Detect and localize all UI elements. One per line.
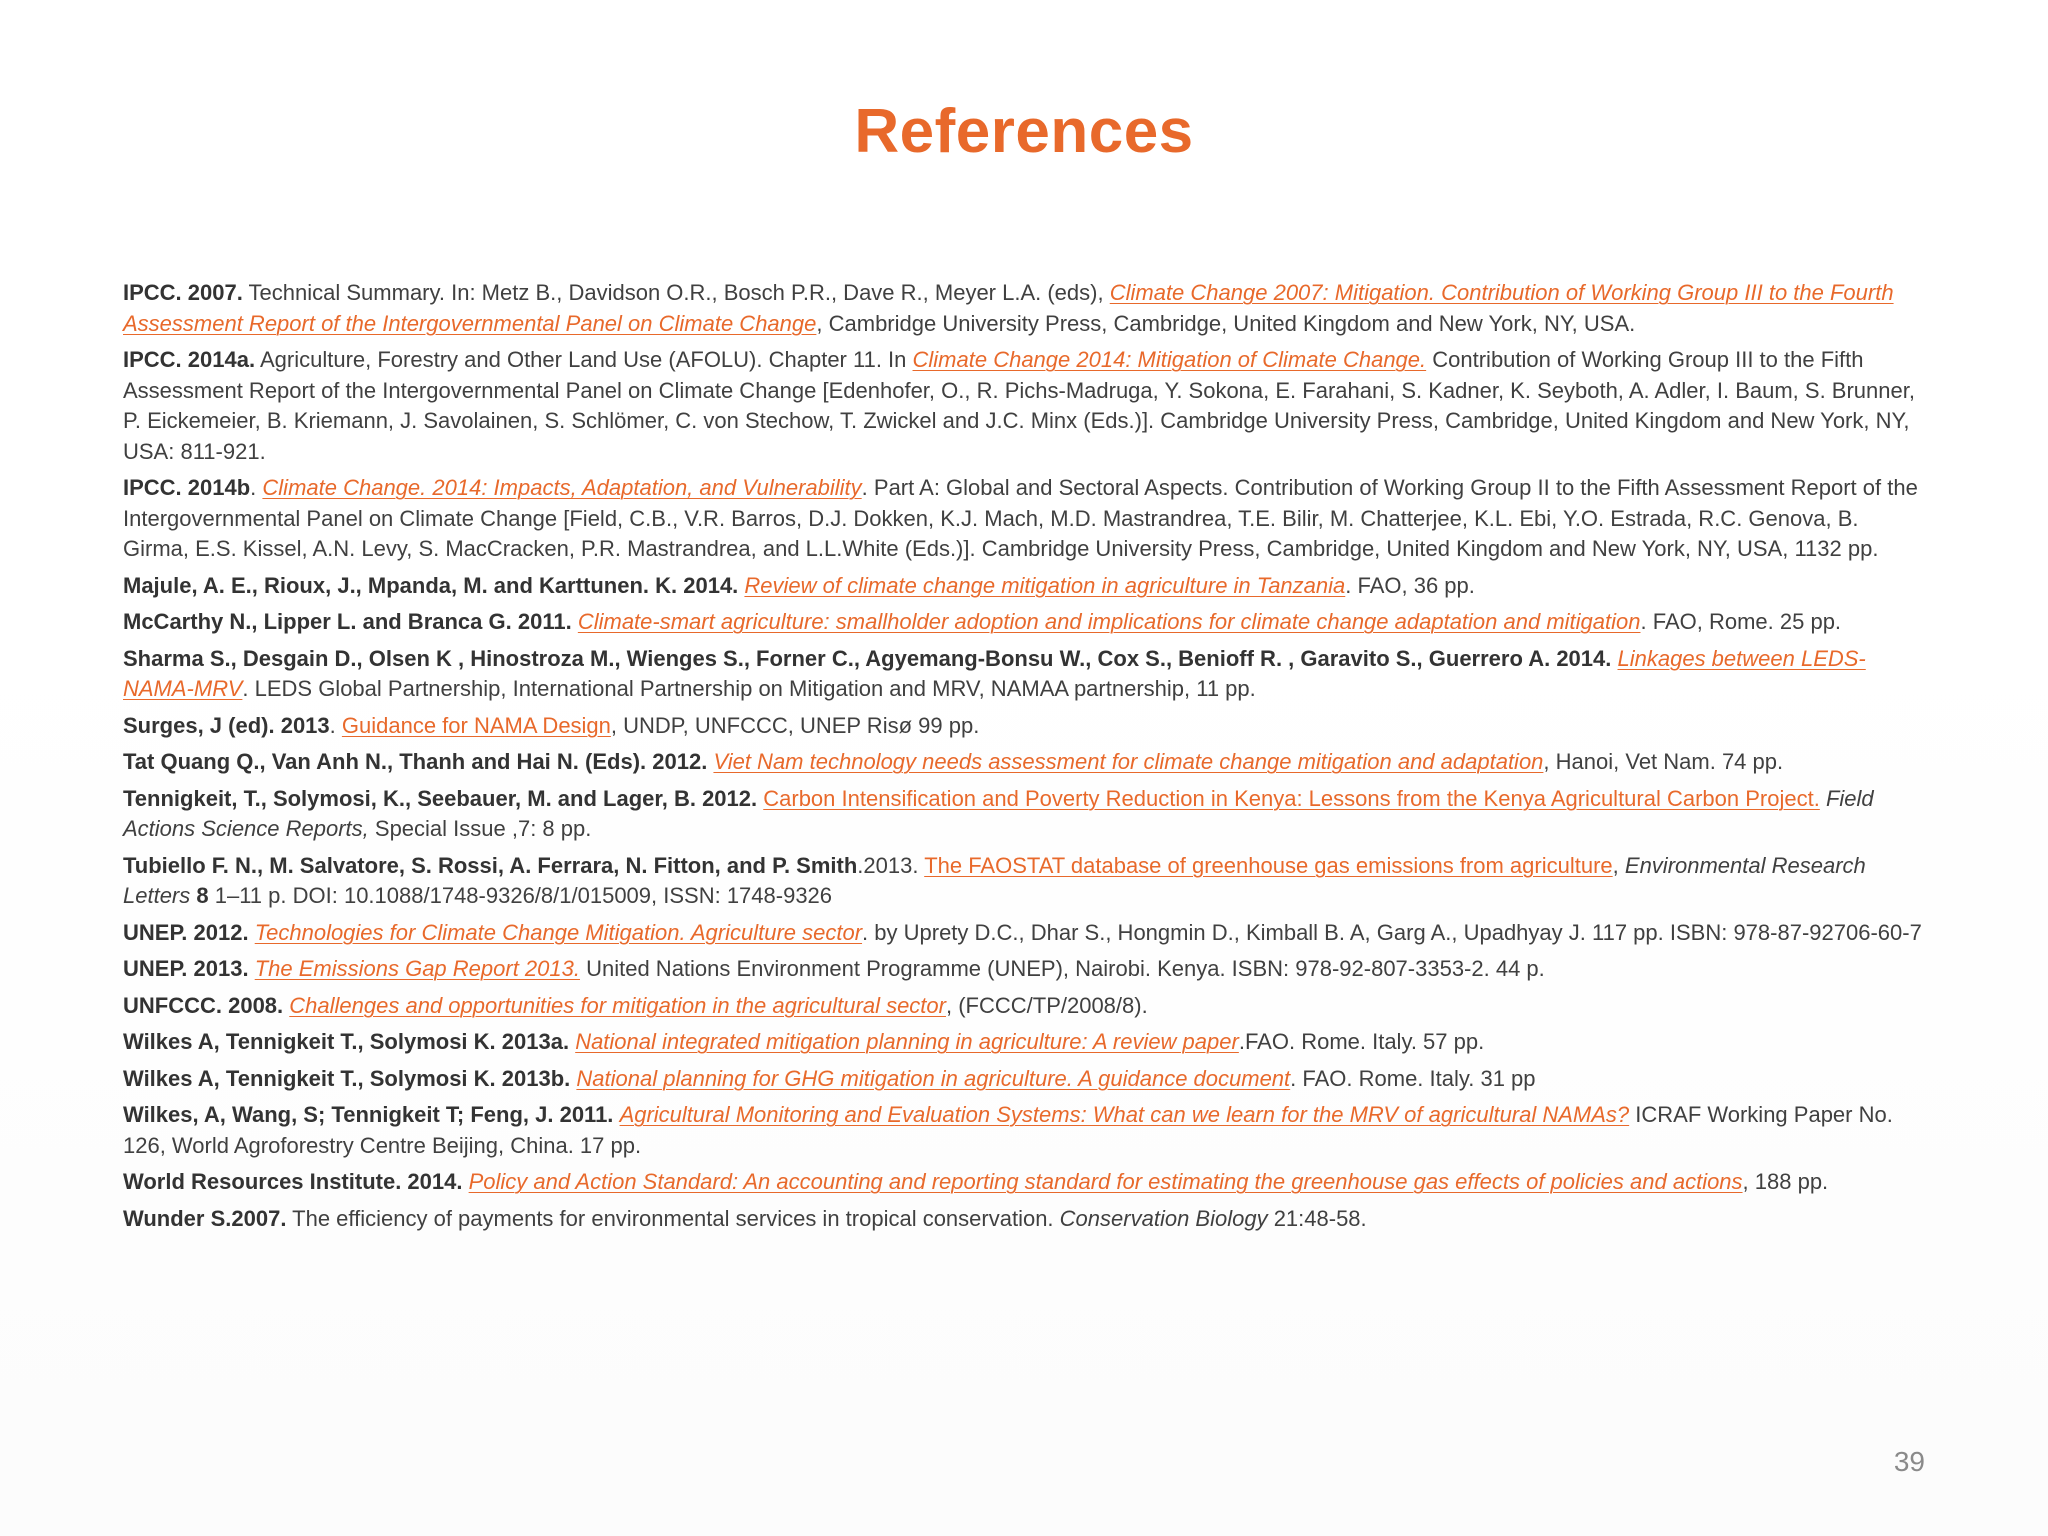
- reference-link[interactable]: The Emissions Gap Report 2013.: [254, 956, 580, 981]
- reference-link[interactable]: Climate Change 2007: Mitigation. Contribution of Working Group III to the Fourth Assessment Report of the Intergovernmental Panel on Climate Change: [123, 280, 1894, 336]
- reference-item: [123, 711, 1925, 742]
- reference-item: [123, 851, 1925, 912]
- reference-item: [123, 571, 1925, 602]
- reference-text: 21:48-58.: [1267, 1205, 1367, 1231]
- reference-text: Contribution of Working Group III to the Fifth Assessment Report of the Intergovernmental Panel on Climate Change [Edenhofer, O., R. Pichs-Madruga, Y. Sokona, E. Farahani, S. Kadner, K. Seyboth, A. Adler, I. Baum, S. Brunner, P. Eickemeier, B. Kriemann, J. Savolainen, S. Schlömer, C. von Stechow, T. Zwickel and J.C. Minx (Eds.)]. Cambridge University Press, Cambridge, United Kingdom and New York, NY, USA: 811-921.: [123, 347, 1915, 464]
- reference-link[interactable]: National planning for GHG mitigation in agriculture. A guidance document: [576, 1065, 1291, 1091]
- reference-list: [123, 278, 1925, 1240]
- reference-author: World Resources Institute. 2014.: [123, 1169, 463, 1194]
- reference-text: .2013.: [857, 852, 925, 878]
- reference-text: . Part A: Global and Sectoral Aspects. Contribution of Working Group II to the Fifth Assessment Report of the Intergovernmental Panel on Climate Change [Field, C.B., V.R. Barros, D.J. Dokken, K.J. Mach, M.D. Mastrandrea, T.E. Bilir, M. Chatterjee, K.L. Ebi, Y.O. Estrada, R.C. Genova, B. Girma, E.S. Kissel, A.N. Levy, S. MacCracken, P.R. Mastrandrea, and L.L.White (Eds.)]. Cambridge University Press, Cambridge, United Kingdom and New York, NY, USA, 1132 pp.: [123, 475, 1918, 561]
- reference-link[interactable]: Linkages between LEDS-NAMA-MRV: [123, 645, 1866, 701]
- reference-item: [123, 1100, 1925, 1161]
- reference-author: Majule, A. E., Rioux, J., Mpanda, M. and Karttunen. K. 2014.: [123, 572, 739, 598]
- reference-item: [123, 607, 1925, 638]
- reference-text: .: [329, 712, 342, 738]
- reference-text: , Cambridge University Press, Cambridge, United Kingdom and New York, NY, USA.: [816, 310, 1636, 336]
- reference-item: [123, 747, 1925, 778]
- reference-author: IPCC. 2014b: [123, 475, 251, 500]
- reference-author: IPCC. 2014a.: [123, 347, 256, 372]
- reference-journal: Environmental Research Letters: [123, 852, 1866, 908]
- reference-text: ,: [1612, 852, 1625, 878]
- reference-text: , UNDP, UNFCCC, UNEP Risø 99 pp.: [610, 712, 980, 738]
- reference-text: . FAO, 36 pp.: [1345, 572, 1475, 598]
- reference-item: [123, 1064, 1925, 1095]
- reference-author: UNEP. 2012.: [123, 919, 249, 945]
- reference-link[interactable]: Climate Change 2014: Mitigation of Climate Change.: [912, 347, 1427, 372]
- reference-text: . FAO, Rome. 25 pp.: [1640, 609, 1842, 634]
- reference-author: Wilkes, A, Wang, S; Tennigkeit T; Feng, J. 2011.: [123, 1102, 614, 1127]
- reference-item: [123, 991, 1925, 1022]
- reference-link[interactable]: Climate-smart agriculture: smallholder adoption and implications for climate change adaptation and mitigation: [577, 609, 1641, 634]
- reference-item: [123, 644, 1925, 705]
- reference-item: [123, 473, 1925, 565]
- reference-author: UNFCCC. 2008.: [123, 992, 284, 1018]
- page-title: References: [854, 97, 1194, 166]
- reference-text: Special Issue ,7: 8 pp.: [368, 816, 592, 841]
- reference-text: United Nations Environment Programme (UNEP), Nairobi. Kenya. ISBN: 978-92-807-3353-2. 44 p.: [579, 956, 1545, 981]
- reference-author: Wilkes A, Tennigkeit T., Solymosi K. 2013a.: [123, 1029, 570, 1054]
- reference-link[interactable]: Agricultural Monitoring and Evaluation Systems: What can we learn for the MRV of agricultural NAMAs?: [619, 1102, 1630, 1127]
- reference-author: Surges, J (ed). 2013: [123, 712, 330, 738]
- reference-item: [123, 1204, 1925, 1235]
- reference-author: UNEP. 2013.: [123, 956, 249, 981]
- reference-text: . LEDS Global Partnership, International Partnership on Mitigation and MRV, NAMAA partnership, 11 pp.: [242, 676, 1256, 701]
- reference-item: [123, 918, 1925, 949]
- reference-link[interactable]: Climate Change. 2014: Impacts, Adaptation, and Vulnerability: [262, 475, 862, 500]
- reference-author: Wilkes A, Tennigkeit T., Solymosi K. 2013b.: [123, 1065, 571, 1091]
- reference-text: ICRAF Working Paper No. 126, World Agroforestry Centre Beijing, China. 17 pp.: [123, 1102, 1893, 1158]
- reference-author: Wunder S.2007.: [123, 1205, 287, 1231]
- reference-item: [123, 954, 1925, 985]
- reference-author: Tennigkeit, T., Solymosi, K., Seebauer, M. and Lager, B. 2012.: [123, 785, 758, 811]
- page-number: 39: [1893, 1446, 1925, 1477]
- reference-item: [123, 278, 1925, 339]
- reference-link[interactable]: Review of climate change mitigation in agriculture in Tanzania: [744, 572, 1346, 598]
- reference-text: . by Uprety D.C., Dhar S., Hongmin D., Kimball B. A, Garg A., Upadhyay J. 117 pp. ISBN: 978-87-92706-60-7: [862, 919, 1922, 945]
- reference-link[interactable]: Guidance for NAMA Design: [341, 712, 611, 738]
- reference-link[interactable]: Technologies for Climate Change Mitigation. Agriculture sector: [254, 919, 863, 945]
- reference-link[interactable]: Challenges and opportunities for mitigation in the agricultural sector: [289, 992, 946, 1018]
- reference-volume: 8: [190, 883, 209, 908]
- reference-link[interactable]: The FAOSTAT database of greenhouse gas emissions from agriculture: [924, 852, 1613, 878]
- reference-item: [123, 1027, 1925, 1058]
- reference-author: Tubiello F. N., M. Salvatore, S. Rossi, A. Ferrara, N. Fitton, and P. Smith: [123, 852, 858, 878]
- reference-author: Sharma S., Desgain D., Olsen K , Hinostroza M., Wienges S., Forner C., Agyemang-Bonsu W., Cox S., Benioff R. , Garavito S., Guerrero A. 2014.: [123, 645, 1612, 671]
- reference-link[interactable]: Policy and Action Standard: An accounting and reporting standard for estimating the greenhouse gas effects of policies and actions: [468, 1169, 1743, 1194]
- reference-item: [123, 1167, 1925, 1198]
- reference-journal: Field Actions Science Reports,: [123, 785, 1874, 841]
- reference-item: [123, 345, 1925, 467]
- reference-text: , 188 pp.: [1742, 1169, 1829, 1194]
- reference-text: , (FCCC/TP/2008/8).: [945, 992, 1148, 1018]
- reference-journal: Conservation Biology: [1059, 1205, 1268, 1231]
- reference-text: . FAO. Rome. Italy. 31 pp: [1290, 1065, 1536, 1091]
- reference-author: McCarthy N., Lipper L. and Branca G. 2011.: [123, 609, 572, 634]
- reference-author: Tat Quang Q., Van Anh N., Thanh and Hai N. (Eds). 2012.: [123, 749, 708, 774]
- reference-text: .: [250, 475, 263, 500]
- reference-text: Technical Summary. In: Metz B., Davidson O.R., Bosch P.R., Dave R., Meyer L.A. (eds),: [242, 280, 1110, 305]
- reference-author: IPCC. 2007.: [123, 280, 243, 305]
- reference-text: .FAO. Rome. Italy. 57 pp.: [1238, 1029, 1485, 1054]
- reference-link[interactable]: National integrated mitigation planning in agriculture: A review paper: [575, 1029, 1239, 1054]
- reference-link[interactable]: Carbon Intensification and Poverty Reduction in Kenya: Lessons from the Kenya Agricultural Carbon Project.: [763, 785, 1820, 811]
- reference-text: , Hanoi, Vet Nam. 74 pp.: [1543, 749, 1784, 774]
- reference-item: [123, 784, 1925, 845]
- reference-text: Agriculture, Forestry and Other Land Use (AFOLU). Chapter 11. In: [255, 347, 913, 372]
- reference-text: The efficiency of payments for environmental services in tropical conservation.: [286, 1205, 1060, 1231]
- reference-text: 1–11 p. DOI: 10.1088/1748-9326/8/1/015009, ISSN: 1748-9326: [208, 883, 833, 908]
- reference-link[interactable]: Viet Nam technology needs assessment for climate change mitigation and adaptation: [713, 749, 1544, 774]
